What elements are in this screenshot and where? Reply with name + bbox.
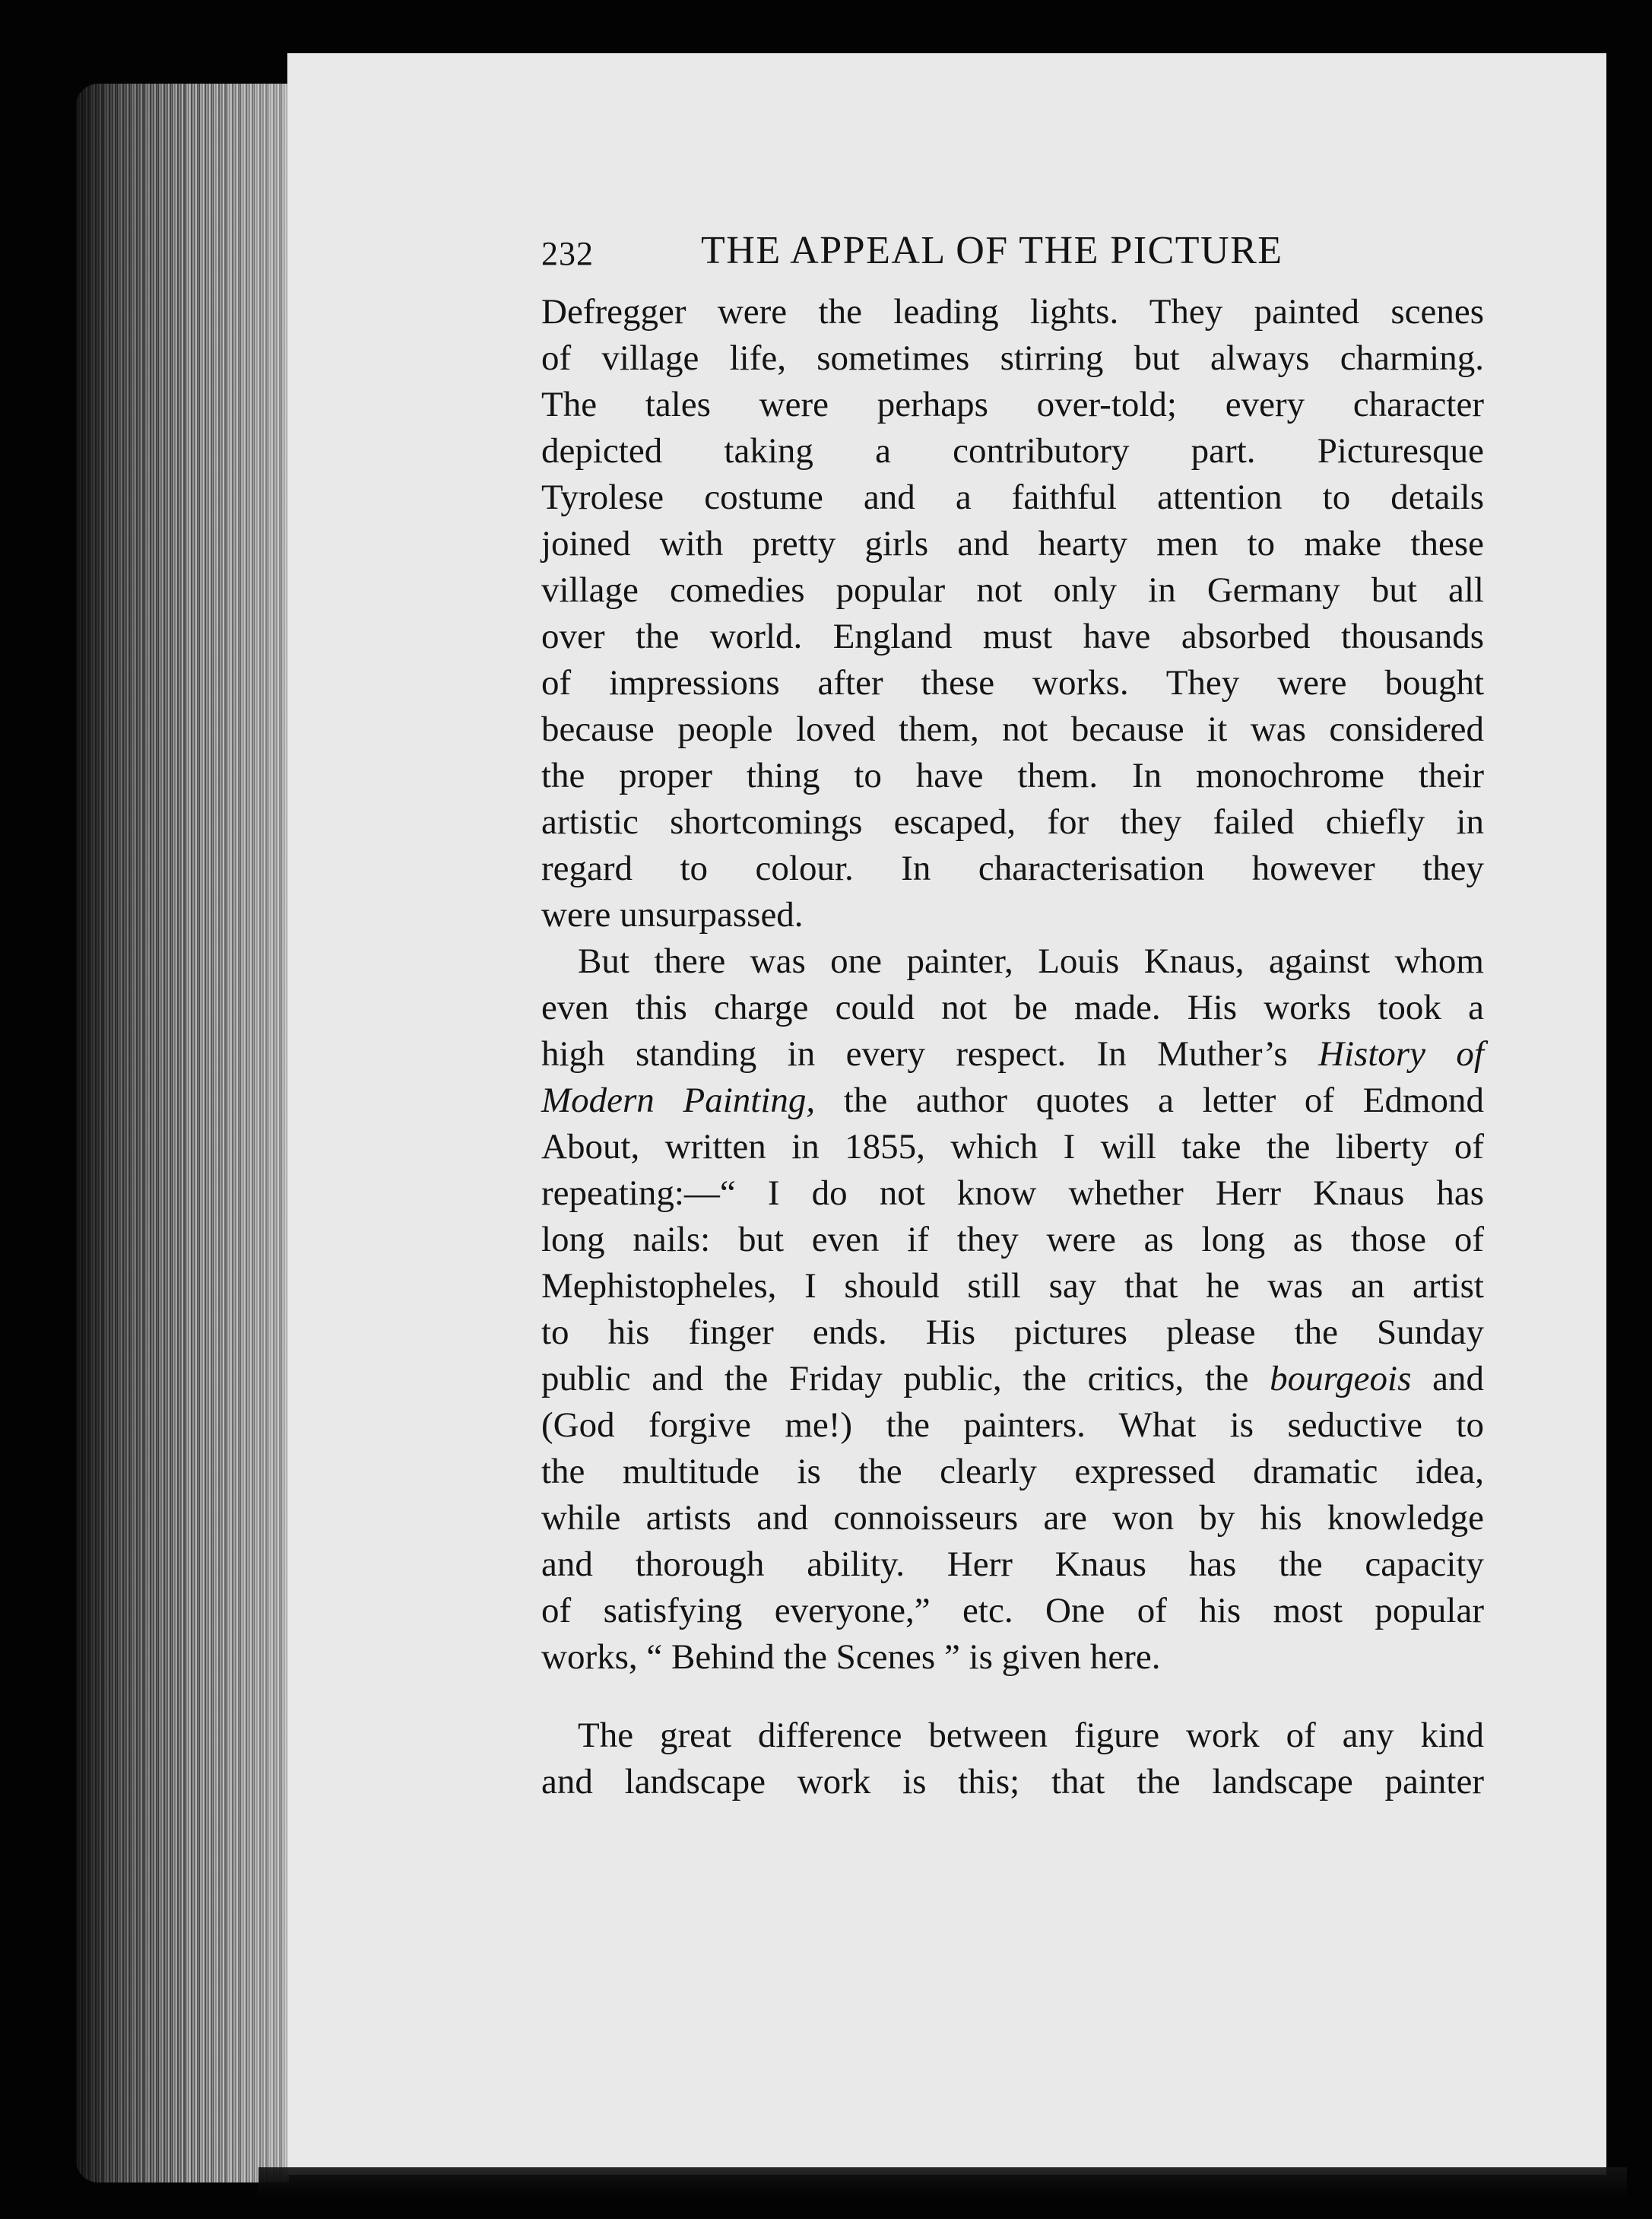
text-line: while artists and connoisseurs are won by his knowledge — [541, 1498, 1484, 1538]
text-line: But there was one painter, Louis Knaus, against whom — [578, 941, 1484, 981]
text-line: of impressions after these works. They were bought — [541, 663, 1484, 703]
text-line: and landscape work is this; that the landscape painter — [541, 1762, 1484, 1802]
text-line: of satisfying everyone,” etc. One of his most popular — [541, 1591, 1484, 1630]
text-line: because people loved them, not because it was considered — [541, 710, 1484, 749]
book-title-italic: History of — [1318, 1034, 1484, 1074]
text-line: over the world. England must have absorbed thousands — [541, 617, 1484, 656]
text-line: of village life, sometimes stirring but always charming. — [541, 338, 1484, 378]
text-segment: high standing in every respect. In Muther’s — [541, 1034, 1288, 1074]
paragraph-spacer — [541, 1681, 1484, 1713]
text-line: artistic shortcomings escaped, for they failed chiefly in — [541, 802, 1484, 842]
italic-word: bourgeois — [1270, 1359, 1412, 1398]
text-line: and thorough ability. Herr Knaus has the capacity — [541, 1544, 1484, 1584]
paragraph-1 — [541, 289, 1484, 938]
text-line: to his finger ends. His pictures please the Sunday — [541, 1313, 1484, 1352]
text-segment: and — [1432, 1359, 1484, 1398]
text-line: long nails: but even if they were as long as those of — [541, 1220, 1484, 1259]
text-line: were unsurpassed. — [541, 895, 804, 935]
text-line: regard to colour. In characterisation however they — [541, 849, 1484, 888]
text-line — [541, 1356, 1484, 1402]
text-line — [541, 1031, 1484, 1078]
text-line: village comedies popular not only in Germany but all — [541, 570, 1484, 610]
page-edges-shadow — [76, 84, 289, 2182]
text-line: joined with pretty girls and hearty men to make these — [541, 524, 1484, 563]
text-line: The great difference between figure work of any kind — [578, 1716, 1484, 1755]
page-bottom-shadow — [258, 2167, 1627, 2198]
text-line: Defregger were the leading lights. They painted scenes — [541, 292, 1484, 332]
text-line: the proper thing to have them. In monochrome their — [541, 756, 1484, 795]
text-segment: the author quotes a letter of Edmond — [843, 1081, 1485, 1120]
paragraph-3 — [541, 1713, 1484, 1805]
text-line: About, written in 1855, which I will take the liberty of — [541, 1127, 1484, 1167]
paragraph-2 — [541, 938, 1484, 1681]
text-segment: public and the Friday public, the critics, the — [541, 1359, 1249, 1398]
text-line: the multitude is the clearly expressed dramatic idea, — [541, 1452, 1484, 1491]
text-line: Mephistopheles, I should still say that he was an artist — [541, 1266, 1484, 1306]
text-line: repeating:—“ I do not know whether Herr Knaus has — [541, 1173, 1484, 1213]
text-line: (God forgive me!) the painters. What is seductive to — [541, 1405, 1484, 1445]
text-line: depicted taking a contributory part. Picturesque — [541, 431, 1484, 471]
text-line: Tyrolese costume and a faithful attention to details — [541, 478, 1484, 517]
text-line: works, “ Behind the Scenes ” is given here. — [541, 1637, 1161, 1677]
running-head — [541, 228, 1484, 289]
page-number: 232 — [541, 235, 594, 272]
text-line: The tales were perhaps over-told; every character — [541, 385, 1484, 424]
text-line — [541, 1078, 1484, 1124]
page-text — [541, 228, 1484, 1805]
text-line: even this charge could not be made. His works took a — [541, 988, 1484, 1027]
book-title-italic: Modern Painting, — [541, 1081, 816, 1120]
running-title: THE APPEAL OF THE PICTURE — [701, 229, 1283, 272]
